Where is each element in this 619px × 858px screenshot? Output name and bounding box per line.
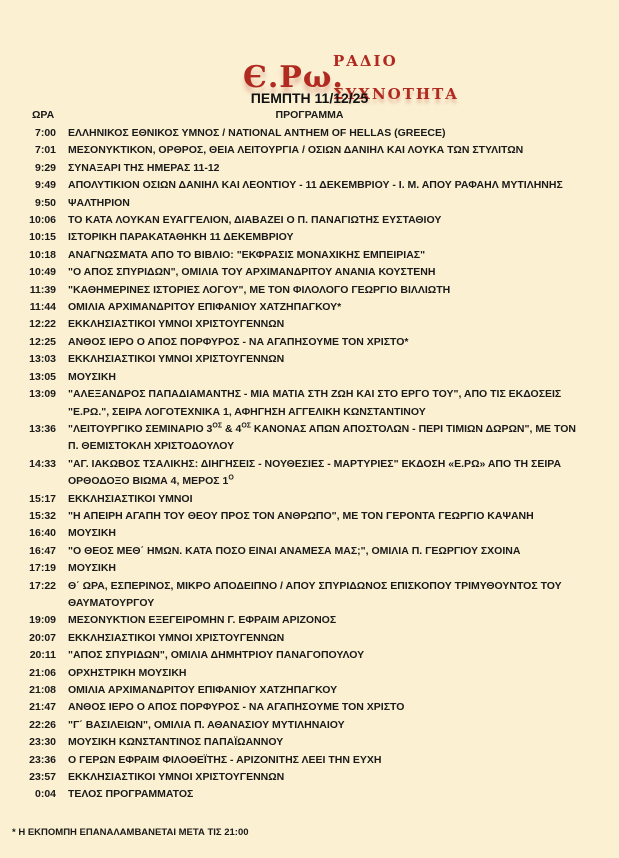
schedule-title: ΟΜΙΛΙΑ ΑΡΧΙΜΑΝΔΡΙΤΟΥ ΕΠΙΦΑΝΙΟΥ ΧΑΤΖΗΠΑΓΚΟΥ xyxy=(68,684,338,696)
title-text: & 4 xyxy=(222,422,242,435)
schedule-time: 11:39 xyxy=(29,283,56,296)
schedule-title: ΟΡΧΗΣΤΡΙΚΗ ΜΟΥΣΙΚΗ xyxy=(68,666,187,679)
schedule-title: "Ο ΘΕΟΣ ΜΕΘ΄ ΗΜΩΝ. ΚΑΤΑ ΠΟΣΟ ΕΙΝΑΙ ΑΝΑΜΕΣΑ ΜΑΣ;", ΟΜΙΛΙΑ Π. ΓΕΩΡΓΙΟΥ ΣΧΟΙΝΑ xyxy=(68,544,521,557)
schedule-title: "Γ΄ ΒΑΣΙΛΕΙΩΝ", ΟΜΙΛΙΑ Π. ΑΘΑΝΑΣΙΟΥ ΜΥΤΙΛΗΝΑΙΟΥ xyxy=(68,718,345,731)
ordinal-superscript: ΟΣ xyxy=(212,422,223,430)
schedule-row xyxy=(0,177,619,194)
title-text: ΚΑΝΟΝΑΣ ΑΠΩΝ ΑΠΟΣΤΟΛΩΝ - ΠΕΡΙ ΤΙΜΙΩΝ ΔΩΡΩΝ", ΜΕ ΤΟΝ Π. ΘΕΜΙΣΤΟΚΛΗ ΧΡΙΣΤΟΔΟΥΛΟΥ xyxy=(68,422,576,453)
schedule-time: 17:22 xyxy=(29,579,56,592)
schedule-row xyxy=(0,299,619,316)
schedule-time: 21:06 xyxy=(29,666,56,679)
schedule-row xyxy=(0,543,619,560)
schedule-title: ΨΑΛΤΗΡΙΟΝ xyxy=(68,196,130,209)
schedule-title: "ΚΑΘΗΜΕΡΙΝΕΣ ΙΣΤΟΡΙΕΣ ΛΟΓΟΥ", ΜΕ ΤΟΝ ΦΙΛΟΛΟΓΟ ΓΕΩΡΓΙΟ ΒΙΛΛΙΩΤΗ xyxy=(68,283,451,296)
schedule-row xyxy=(0,665,619,682)
schedule-row xyxy=(0,369,619,386)
schedule-title: "Η ΑΠΕΙΡΗ ΑΓΑΠΗ ΤΟΥ ΘΕΟΥ ΠΡΟΣ ΤΟΝ ΑΝΘΡΩΠΟ", ΜΕ ΤΟΝ ΓΕΡΟΝΤΑ ΓΕΩΡΓΙΟ ΚΑΨΑΝΗ xyxy=(68,509,534,522)
schedule-row xyxy=(0,630,619,647)
schedule-title: ΣΥΝΑΞΑΡΙ ΤΗΣ ΗΜΕΡΑΣ 11-12 xyxy=(68,161,220,174)
schedule-time: 14:33 xyxy=(29,457,56,470)
schedule-time: 20:11 xyxy=(29,649,56,662)
schedule-title: ΜΕΣΟΝΥΚΤΙΟΝ ΕΞΕΓΕΙΡΟΜΗΝ Γ. ΕΦΡΑΙΜ ΑΡΙΖΟΝΟΣ xyxy=(68,614,337,627)
schedule-row xyxy=(0,125,619,142)
schedule-time: 19:09 xyxy=(29,614,56,627)
schedule-row xyxy=(0,699,619,716)
schedule-row xyxy=(0,142,619,159)
schedule-time: 22:26 xyxy=(29,718,56,731)
schedule-row xyxy=(0,647,619,664)
schedule-title: ΜΕΣΟΝΥΚΤΙΚΟΝ, ΟΡΘΡΟΣ, ΘΕΙΑ ΛΕΙΤΟΥΡΓΙΑ / ΟΣΙΩΝ ΔΑΝΙΗΛ ΚΑΙ ΛΟΥΚΑ ΤΩΝ ΣΤΥΛΙΤΩΝ xyxy=(68,144,524,157)
schedule-row xyxy=(0,508,619,525)
schedule-row xyxy=(0,195,619,212)
schedule-time: 13:03 xyxy=(29,353,56,366)
schedule-time: 7:00 xyxy=(34,127,56,139)
title-text: "ΛΕΙΤΟΥΡΓΙΚΟ ΣΕΜΙΝΑΡΙΟ 3 xyxy=(68,422,213,435)
schedule-title: ΤΟ ΚΑΤΑ ΛΟΥΚΑΝ ΕΥΑΓΓΕΛΙΟΝ, ΔΙΑΒΑΖΕΙ Ο Π. ΠΑΝΑΓΙΩΤΗΣ ΕΥΣΤΑΘΙΟΥ xyxy=(68,214,442,227)
schedule-row xyxy=(0,682,619,699)
schedule-title: ΕΚΚΛΗΣΙΑΣΤΙΚΟΙ ΥΜΝΟΙ ΧΡΙΣΤΟΥΓΕΝΝΩΝ xyxy=(68,771,285,784)
schedule-row xyxy=(0,717,619,734)
schedule-time: 17:19 xyxy=(29,562,56,575)
schedule-time: 23:36 xyxy=(29,753,56,766)
schedule-title: ΕΚΚΛΗΣΙΑΣΤΙΚΟΙ ΥΜΝΟΙ ΧΡΙΣΤΟΥΓΕΝΝΩΝ xyxy=(68,631,285,644)
column-header-program: ΠΡΟΓΡΑΜΜΑ xyxy=(275,109,344,121)
schedule-title: ΕΚΚΛΗΣΙΑΣΤΙΚΟΙ ΥΜΝΟΙ ΧΡΙΣΤΟΥΓΕΝΝΩΝ xyxy=(68,353,285,366)
schedule-title: ΑΠΟΛΥΤΙΚΙΟΝ ΟΣΙΩΝ ΔΑΝΙΗΛ ΚΑΙ ΛΕΟΝΤΙΟΥ - 11 ΔΕΚΕΜΒΡΙΟΥ - Ι. Μ. ΑΠΟΥ ΡΑΦΑΗΛ ΜΥΤΙΛΗΝΗΣ xyxy=(68,179,563,192)
schedule-time: 12:25 xyxy=(29,335,56,348)
schedule-title: ΜΟΥΣΙΚΗ xyxy=(68,370,117,383)
schedule-title: ΕΚΚΛΗΣΙΑΣΤΙΚΟΙ ΥΜΝΟΙ xyxy=(68,492,193,505)
schedule-row xyxy=(0,456,619,491)
schedule-time: 21:47 xyxy=(29,701,56,714)
schedule-title: ΙΣΤΟΡΙΚΗ ΠΑΡΑΚΑΤΑΘΗΚΗ 11 ΔΕΚΕΜΒΡΙΟΥ xyxy=(68,231,294,244)
schedule-time: 9:29 xyxy=(34,161,56,174)
schedule-row xyxy=(0,421,619,456)
schedule-row xyxy=(0,786,619,803)
schedule-time: 10:18 xyxy=(29,248,56,261)
schedule-title: Ο ΓΕΡΩΝ ΕΦΡΑΙΜ ΦΙΛΟΘΕΪΤΗΣ - ΑΡΙΖΟΝΙΤΗΣ ΛΕΕΙ ΤΗΝ ΕΥΧΗ xyxy=(68,753,382,766)
schedule-time: 16:40 xyxy=(29,527,56,540)
schedule-row xyxy=(0,612,619,629)
schedule-title: ΑΝΑΓΝΩΣΜΑΤΑ ΑΠΟ ΤΟ ΒΙΒΛΙΟ: "ΕΚΦΡΑΣΙΣ ΜΟΝΑΧΙΚΗΣ ΕΜΠΕΙΡΙΑΣ" xyxy=(68,248,426,261)
schedule-title: "ΑΛΕΞΑΝΔΡΟΣ ΠΑΠΑΔΙΑΜΑΝΤΗΣ - ΜΙΑ ΜΑΤΙΑ ΣΤΗ ΖΩΗ ΚΑΙ ΣΤΟ ΕΡΓΟ ΤΟΥ", ΑΠΟ ΤΙΣ ΕΚΔΟΣΕΙΣ "Ε.ΡΩ.", ΣΕΙΡΑ ΛΟΓΟΤΕΧΝΙΚΑ 1, ΑΦΗΓΗΣΗ ΑΓΓΕΛΙΚΗ ΚΩΝΣΤΑΝΤΙΝΟΥ xyxy=(68,388,562,418)
schedule-row xyxy=(0,491,619,508)
schedule-row xyxy=(0,351,619,368)
schedule-time: 21:08 xyxy=(29,684,56,696)
schedule-row xyxy=(0,282,619,299)
schedule-time: 9:50 xyxy=(34,196,56,209)
schedule-time: 10:15 xyxy=(29,231,56,244)
schedule-time: 16:47 xyxy=(29,544,56,557)
schedule-row xyxy=(0,525,619,542)
schedule-title: "Ο ΑΠΟΣ ΣΠΥΡΙΔΩΝ", ΟΜΙΛΙΑ ΤΟΥ ΑΡΧΙΜΑΝΔΡΙΤΟΥ ΑΝΑΝΙΑ ΚΟΥΣΤΕΝΗ xyxy=(68,266,436,279)
schedule-title: ΟΜΙΛΙΑ ΑΡΧΙΜΑΝΔΡΙΤΟΥ ΕΠΙΦΑΝΙΟΥ ΧΑΤΖΗΠΑΓΚΟΥ* xyxy=(68,301,342,314)
schedule-time: 13:05 xyxy=(29,370,56,383)
logo-frequency-text: ΣΥΧΝΟΤΗΤΑ xyxy=(333,85,459,103)
schedule-title: ΜΟΥΣΙΚΗ xyxy=(68,562,117,575)
schedule-time: 10:06 xyxy=(29,214,56,227)
schedule-time: 0:04 xyxy=(34,788,56,801)
schedule-time: 23:57 xyxy=(29,771,56,784)
schedule-time: 7:01 xyxy=(34,144,56,157)
page-title: ΠΕΜΠΤΗ 11/12/25 xyxy=(250,90,369,106)
schedule-time: 15:17 xyxy=(29,492,56,505)
schedule-row xyxy=(0,752,619,769)
schedule-list xyxy=(0,125,619,804)
footnote: * Η ΕΚΠΟΜΠΗ ΕΠΑΝΑΛΑΜΒΑΝΕΤΑΙ ΜΕΤΑ ΤΙΣ 21:00 xyxy=(12,827,249,838)
schedule-title: ΑΝΘΟΣ ΙΕΡΟ Ο ΑΠΟΣ ΠΟΡΦΥΡΟΣ - ΝΑ ΑΓΑΠΗΣΟΥΜΕ ΤΟΝ ΧΡΙΣΤΟ* xyxy=(68,335,409,348)
schedule-row xyxy=(0,212,619,229)
column-header-time: ΩΡΑ xyxy=(32,109,55,121)
schedule-title: ΕΛΛΗΝΙΚΟΣ ΕΘΝΙΚΟΣ ΥΜΝΟΣ / NATIONAL ANTHEM OF HELLAS (GREECE) xyxy=(68,127,446,139)
schedule-time: 9:49 xyxy=(34,179,56,192)
schedule-title: ΕΚΚΛΗΣΙΑΣΤΙΚΟΙ ΥΜΝΟΙ ΧΡΙΣΤΟΥΓΕΝΝΩΝ xyxy=(68,318,285,331)
logo-mark: Є.Ρω. xyxy=(243,60,344,95)
schedule-row xyxy=(0,247,619,264)
schedule-row xyxy=(0,316,619,333)
schedule-title xyxy=(68,456,588,491)
schedule-row xyxy=(0,229,619,246)
logo-radio-text: ΡΑΔΙΟ xyxy=(333,52,398,70)
ordinal-superscript: Ο xyxy=(228,474,234,482)
schedule-time: 10:49 xyxy=(29,266,56,279)
schedule-row xyxy=(0,734,619,751)
schedule-title: ΜΟΥΣΙΚΗ xyxy=(68,527,117,540)
schedule-row xyxy=(0,769,619,786)
title-text: "ΑΓ. ΙΑΚΩΒΟΣ ΤΣΑΛΙΚΗΣ: ΔΙΗΓΗΣΕΙΣ - ΝΟΥΘΕΣΙΕΣ - ΜΑΡΤΥΡΙΕΣ" ΕΚΔΟΣΗ «Ε.ΡΩ» ΑΠΟ ΤΗ ΣΕΙΡΑ ΟΡΘΟΔΟΞΟ ΒΙΩΜΑ 4, ΜΕΡΟΣ 1 xyxy=(68,457,562,488)
schedule-time: 12:22 xyxy=(29,318,56,331)
schedule-row xyxy=(0,560,619,577)
schedule-time: 23:30 xyxy=(29,736,56,749)
schedule-title: ΤΕΛΟΣ ΠΡΟΓΡΑΜΜΑΤΟΣ xyxy=(68,788,194,801)
schedule-row xyxy=(0,264,619,281)
schedule-time: 20:07 xyxy=(29,631,56,644)
schedule-time: 15:32 xyxy=(29,509,56,522)
schedule-title xyxy=(68,421,588,456)
schedule-row xyxy=(0,386,619,421)
schedule-time: 13:09 xyxy=(29,388,56,401)
schedule-row xyxy=(0,578,619,613)
schedule-title: "ΑΠΟΣ ΣΠΥΡΙΔΩΝ", ΟΜΙΛΙΑ ΔΗΜΗΤΡΙΟΥ ΠΑΝΑΓΟΠΟΥΛΟΥ xyxy=(68,649,365,662)
schedule-time: 13:36 xyxy=(29,422,56,435)
schedule-title: ΜΟΥΣΙΚΗ ΚΩΝΣΤΑΝΤΙΝΟΣ ΠΑΠΑΪΩΑΝΝΟΥ xyxy=(68,736,284,749)
schedule-title: Θ΄ ΩΡΑ, ΕΣΠΕΡΙΝΟΣ, ΜΙΚΡΟ ΑΠΟΔΕΙΠΝΟ / ΑΠΟΥ ΣΠΥΡΙΔΩΝΟΣ ΕΠΙΣΚΟΠΟΥ ΤΡΙΜΥΘΟΥΝΤΟΣ ΤΟΥ ΘΑΥΜΑΤΟΥΡΓΟΥ xyxy=(68,579,562,609)
schedule-title: ΑΝΘΟΣ ΙΕΡΟ Ο ΑΠΟΣ ΠΟΡΦΥΡΟΣ - ΝΑ ΑΓΑΠΗΣΟΥΜΕ ΤΟΝ ΧΡΙΣΤΟ xyxy=(68,701,405,714)
schedule-time: 11:44 xyxy=(29,301,56,314)
ordinal-superscript: ΟΣ xyxy=(241,422,251,430)
schedule-row xyxy=(0,334,619,351)
schedule-row xyxy=(0,160,619,177)
